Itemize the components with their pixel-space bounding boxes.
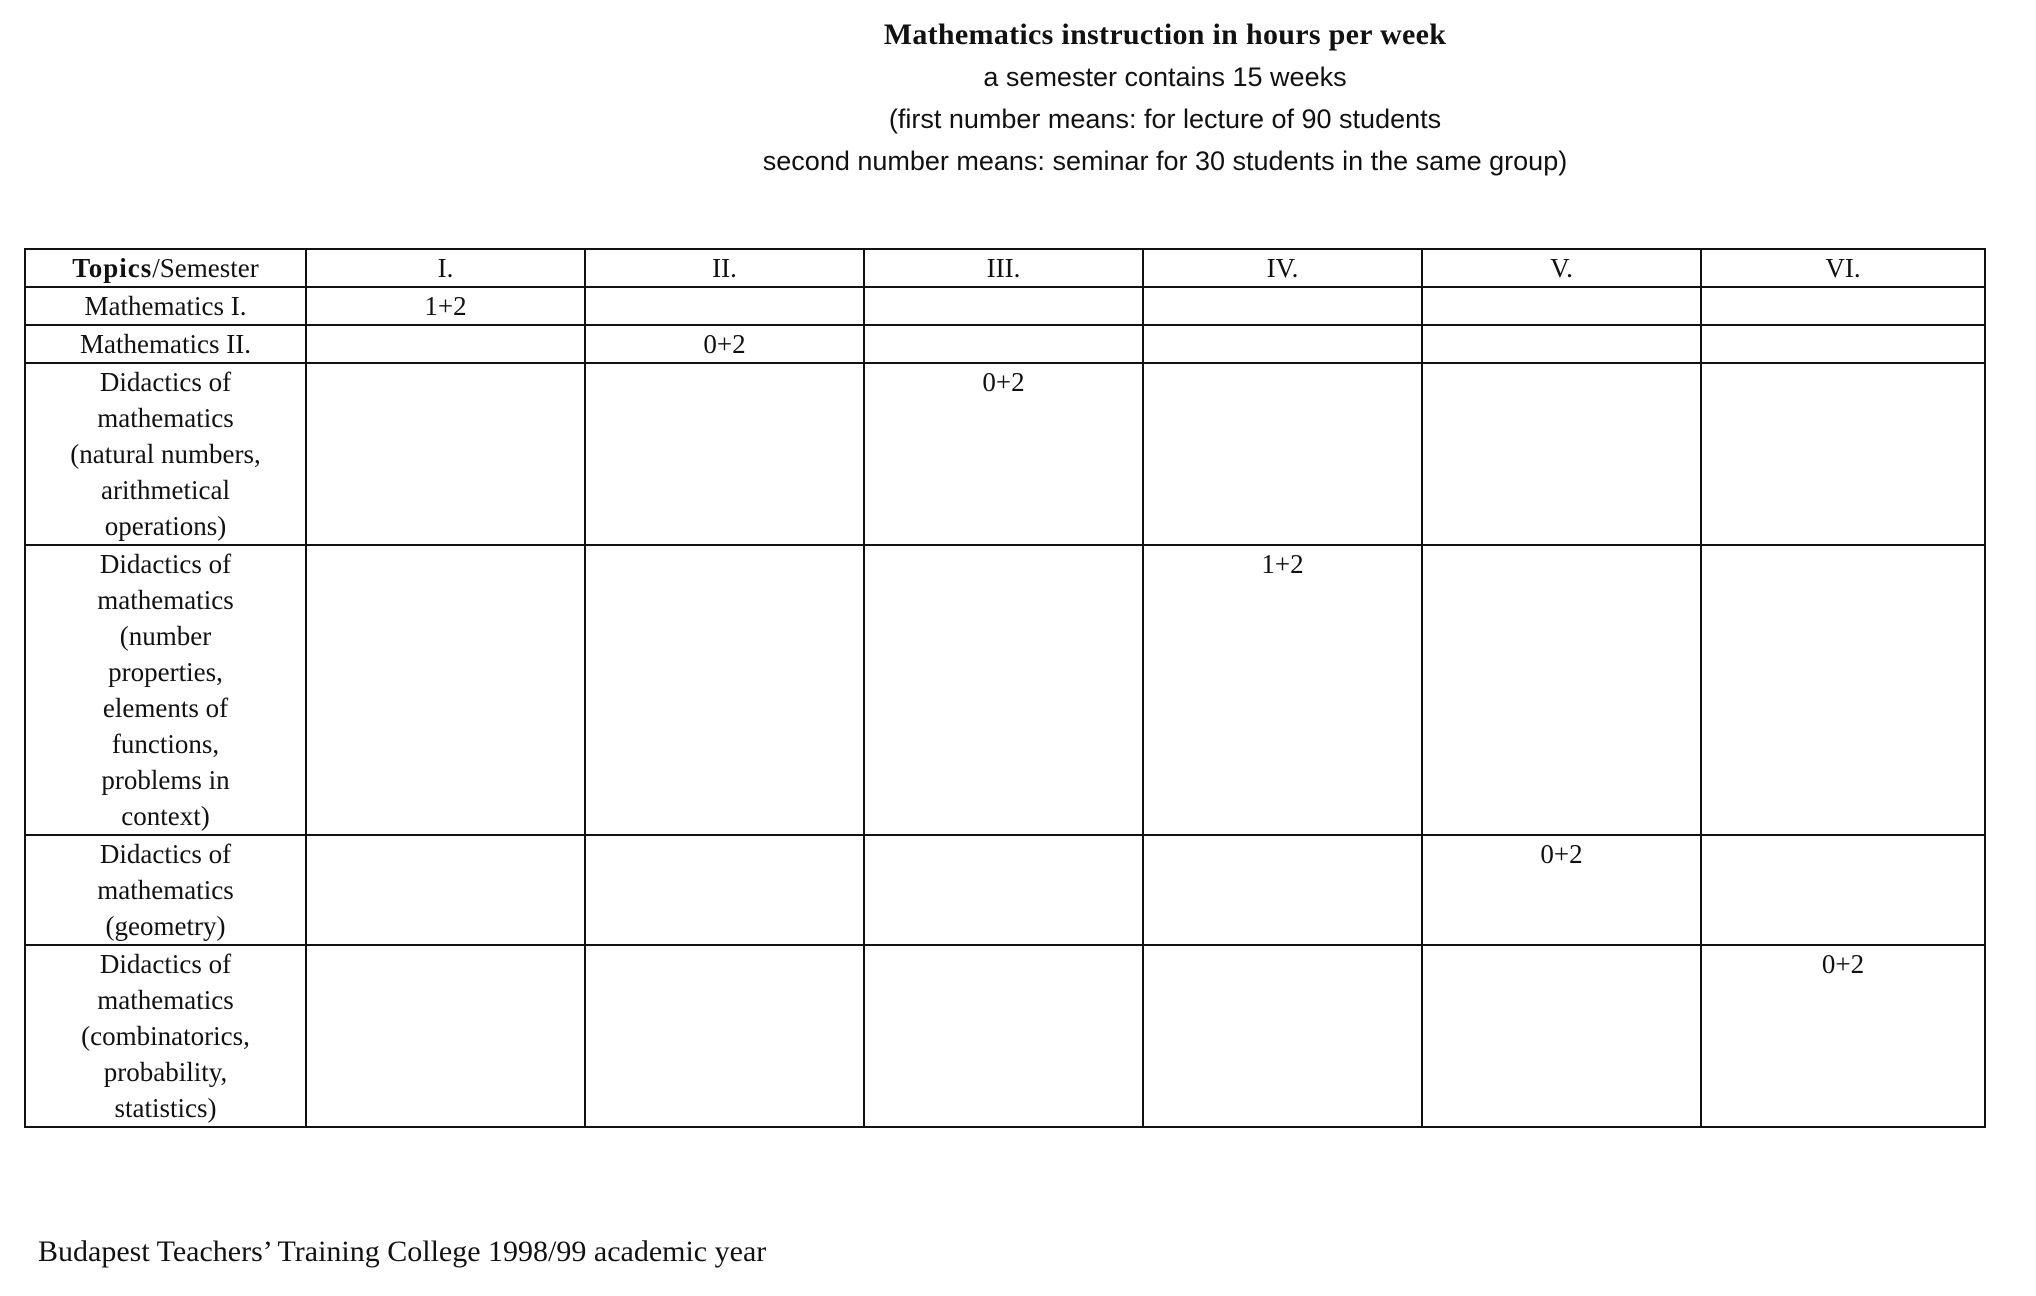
- table-row: [25, 287, 1985, 325]
- hours-cell: [1422, 945, 1701, 1127]
- hours-cell: [1143, 287, 1422, 325]
- hours-cell: [585, 363, 864, 545]
- hours-cell: 0+2: [1422, 835, 1701, 945]
- topic-line: (number: [119, 621, 212, 651]
- hours-cell: [1701, 287, 1985, 325]
- hours-cell: [1143, 325, 1422, 363]
- topic-line: Didactics of: [99, 949, 232, 979]
- hours-cell: [864, 545, 1143, 835]
- header-semester-4: IV.: [1143, 249, 1422, 287]
- hours-cell: [585, 835, 864, 945]
- topic-cell: [25, 325, 306, 363]
- hours-cell: [1701, 835, 1985, 945]
- table-row: [25, 545, 1985, 835]
- topic-line: (natural numbers,: [70, 439, 261, 469]
- table-row: [25, 325, 1985, 363]
- topic-line: Didactics of: [99, 549, 232, 579]
- hours-cell: 0+2: [1701, 945, 1985, 1127]
- header-semester-5: V.: [1422, 249, 1701, 287]
- topic-line: (geometry): [105, 911, 226, 941]
- subtitle-semester-length: a semester contains 15 weeks: [983, 62, 1347, 92]
- hours-cell: [1701, 325, 1985, 363]
- topic-line: probability,: [103, 1057, 228, 1087]
- hours-cell: [864, 835, 1143, 945]
- hours-cell: [1422, 287, 1701, 325]
- hours-cell: 1+2: [1143, 545, 1422, 835]
- header-semester-1: I.: [306, 249, 585, 287]
- topic-line: Didactics of: [99, 839, 232, 869]
- topic-line: mathematics: [97, 403, 234, 433]
- topic-cell: [25, 363, 306, 545]
- topic-line: (combinatorics,: [81, 1021, 250, 1051]
- hours-cell: 1+2: [306, 287, 585, 325]
- hours-cell: 0+2: [864, 363, 1143, 545]
- document-title: Mathematics instruction in hours per week: [883, 18, 1447, 51]
- hours-cell: [1143, 835, 1422, 945]
- topic-line: operations): [104, 511, 227, 541]
- hours-cell: [1143, 945, 1422, 1127]
- topic-line: functions,: [111, 729, 220, 759]
- topic-cell: [25, 945, 306, 1127]
- document-header: [600, 14, 1730, 182]
- topic-line: problems in: [101, 765, 230, 795]
- hours-cell: [585, 545, 864, 835]
- topic-line: statistics): [114, 1093, 217, 1123]
- subtitle-first-number: (first number means: for lecture of 90 students: [888, 104, 1442, 134]
- header-topics-semester: [25, 249, 306, 287]
- hours-cell: [1422, 325, 1701, 363]
- topic-line: mathematics: [97, 985, 234, 1015]
- header-semester-6: VI.: [1701, 249, 1985, 287]
- topic-line: mathematics: [97, 585, 234, 615]
- topic-line: properties,: [108, 657, 223, 687]
- header-semester-2: II.: [585, 249, 864, 287]
- hours-cell: [1701, 545, 1985, 835]
- header-semester-3: III.: [864, 249, 1143, 287]
- hours-cell: [306, 325, 585, 363]
- hours-cell: [306, 363, 585, 545]
- hours-cell: [306, 545, 585, 835]
- hours-cell: [1422, 363, 1701, 545]
- hours-cell: [585, 287, 864, 325]
- table-header-row: [25, 249, 1985, 287]
- hours-cell: [864, 287, 1143, 325]
- hours-cell: 0+2: [585, 325, 864, 363]
- institution-footer: Budapest Teachers’ Training College 1998/99 academic year: [38, 1235, 767, 1268]
- hours-cell: [864, 945, 1143, 1127]
- hours-cell: [585, 945, 864, 1127]
- hours-table: [24, 248, 1986, 1128]
- topic-cell: [25, 835, 306, 945]
- hours-cell: [306, 945, 585, 1127]
- topic-line: Didactics of: [99, 367, 232, 397]
- topic-cell: [25, 287, 306, 325]
- header-semester-label: /Semester: [152, 253, 259, 283]
- hours-cell: [306, 835, 585, 945]
- topic-line: arithmetical: [101, 475, 230, 505]
- subtitle-second-number: second number means: seminar for 30 students in the same group): [762, 146, 1568, 176]
- topic-line: mathematics: [97, 875, 234, 905]
- table-row: [25, 945, 1985, 1127]
- topic-cell: [25, 545, 306, 835]
- table-row: [25, 835, 1985, 945]
- hours-cell: [1422, 545, 1701, 835]
- topic-line: context): [121, 801, 210, 831]
- header-topics-label: Topics: [72, 253, 153, 283]
- hours-cell: [1143, 363, 1422, 545]
- topic-line: Mathematics I.: [84, 291, 247, 321]
- topic-line: Mathematics II.: [80, 329, 251, 359]
- hours-cell: [1701, 363, 1985, 545]
- hours-cell: [864, 325, 1143, 363]
- topic-line: elements of: [102, 693, 229, 723]
- table-row: [25, 363, 1985, 545]
